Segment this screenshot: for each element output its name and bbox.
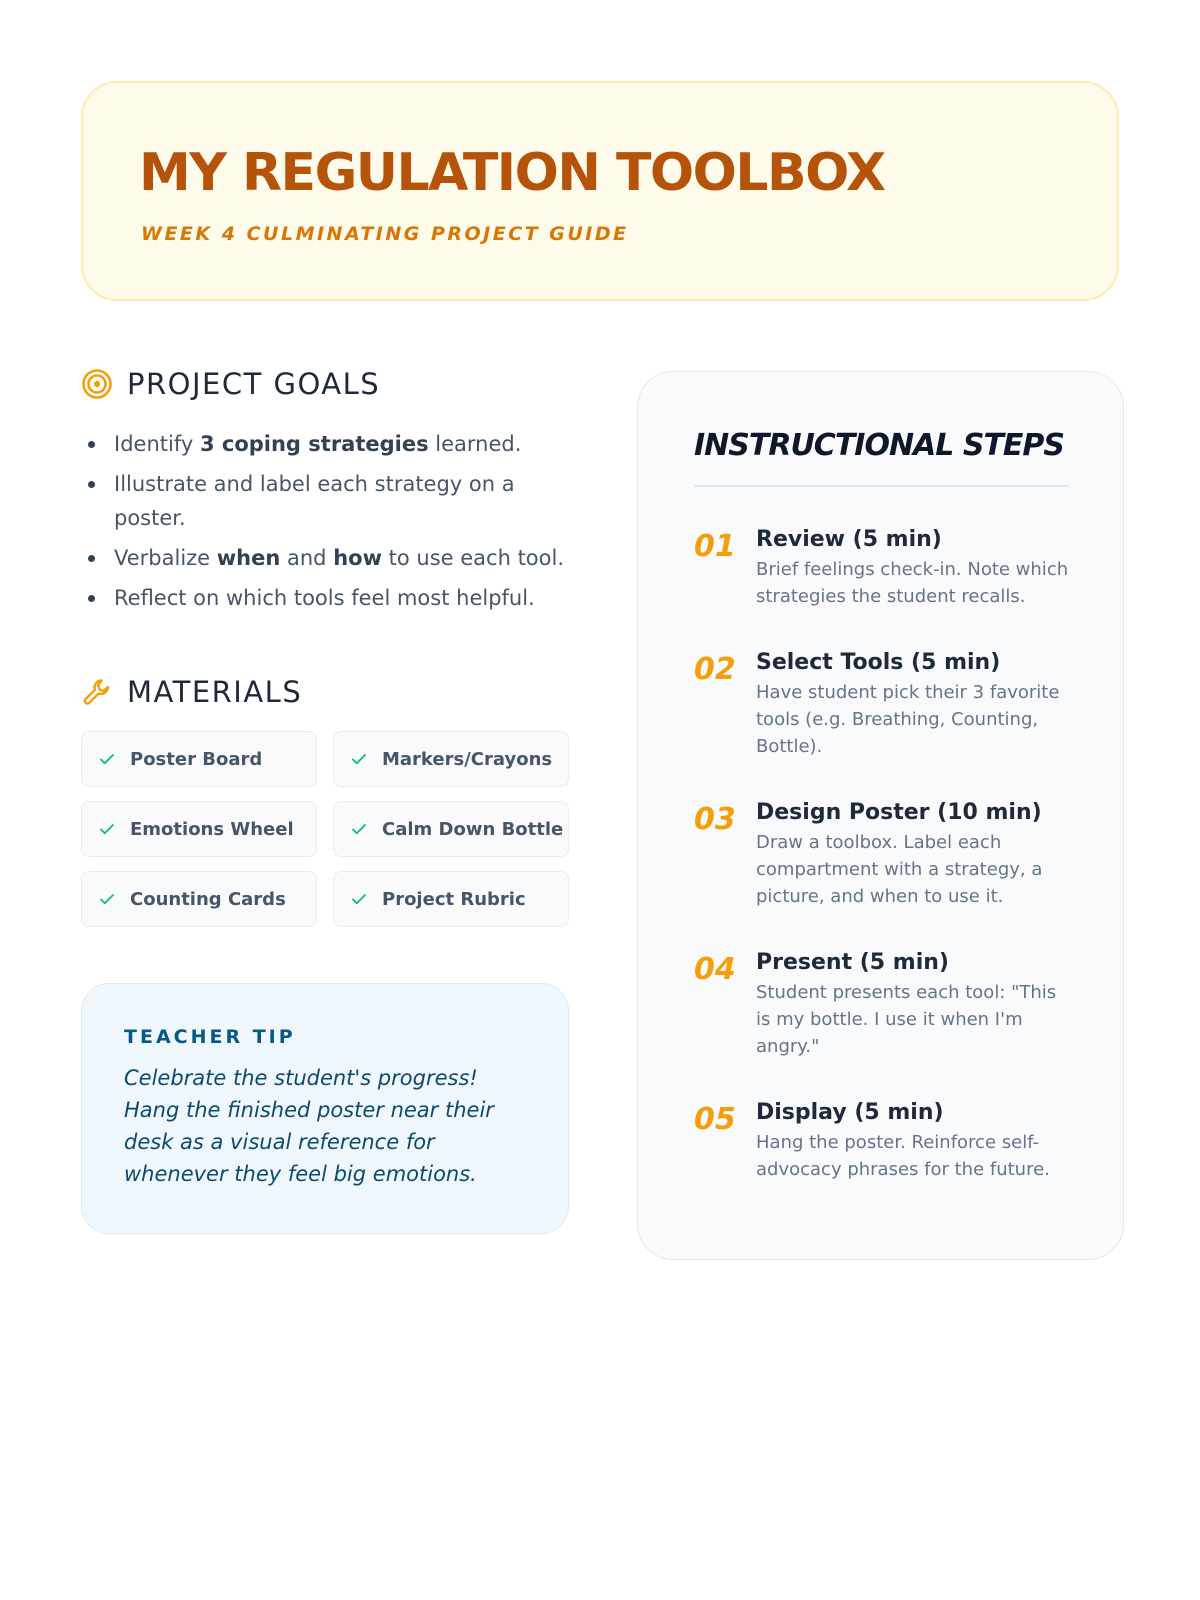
- materials-heading-row: [81, 675, 302, 709]
- material-item: [333, 871, 569, 927]
- material-item: [81, 801, 317, 857]
- goal-item: Illustrate and label each strategy on a poster.: [88, 467, 568, 535]
- step-title: Select Tools (5 min): [756, 650, 1001, 675]
- materials-grid: [81, 731, 569, 927]
- check-icon: [350, 750, 368, 768]
- step-item: [694, 527, 1069, 610]
- teacher-tip-label: TEACHER TIP: [124, 1026, 296, 1048]
- material-item: [81, 731, 317, 787]
- goal-item: Identify 3 coping strategies learned.: [88, 427, 568, 461]
- goal-item: Verbalize when and how to use each tool.: [88, 541, 568, 575]
- material-item: [81, 871, 317, 927]
- material-label: Emotions Wheel: [130, 818, 294, 840]
- material-item: [333, 731, 569, 787]
- material-label: Calm Down Bottle: [382, 818, 564, 840]
- check-icon: [350, 890, 368, 908]
- step-item: [694, 950, 1069, 1060]
- step-number: 04: [694, 952, 736, 987]
- step-number: 03: [694, 802, 736, 837]
- goals-heading: PROJECT GOALS: [127, 367, 381, 401]
- materials-heading: MATERIALS: [127, 675, 303, 709]
- step-description: Brief feelings check-in. Note which strategies the student recalls.: [756, 559, 1069, 607]
- teacher-tip-text: Celebrate the student's progress! Hang the finished poster near their desk as a visual reference for whenever they feel big emotions.: [124, 1066, 494, 1186]
- teacher-tip-card: [81, 983, 569, 1234]
- steps-divider: [694, 485, 1069, 487]
- step-description: Draw a toolbox. Label each compartment with a strategy, a picture, and when to use it.: [756, 832, 1043, 907]
- step-number: 05: [694, 1102, 736, 1137]
- step-item: [694, 1100, 1069, 1183]
- page-title: MY REGULATION TOOLBOX: [139, 143, 885, 203]
- step-title: Present (5 min): [756, 950, 949, 975]
- step-title: Review (5 min): [756, 527, 942, 552]
- material-label: Markers/Crayons: [382, 748, 553, 770]
- wrench-icon: [81, 676, 113, 708]
- step-description: Hang the poster. Reinforce self-advocacy phrases for the future.: [756, 1132, 1050, 1180]
- material-label: Poster Board: [130, 748, 263, 770]
- title-banner: [81, 81, 1119, 301]
- step-item: [694, 800, 1069, 910]
- goals-heading-row: [81, 367, 380, 401]
- check-icon: [98, 750, 116, 768]
- step-item: [694, 650, 1069, 760]
- step-title: Design Poster (10 min): [756, 800, 1042, 825]
- material-label: Project Rubric: [382, 888, 526, 910]
- steps-title: INSTRUCTIONAL STEPS: [694, 428, 1064, 463]
- check-icon: [350, 820, 368, 838]
- step-number: 01: [694, 529, 736, 564]
- target-icon: [81, 368, 113, 400]
- check-icon: [98, 890, 116, 908]
- instructional-steps-panel: [637, 371, 1124, 1260]
- page-subtitle: WEEK 4 CULMINATING PROJECT GUIDE: [141, 223, 629, 245]
- check-icon: [98, 820, 116, 838]
- material-item: [333, 801, 569, 857]
- step-title: Display (5 min): [756, 1100, 944, 1125]
- step-description: Student presents each tool: "This is my bottle. I use it when I'm angry.": [756, 982, 1057, 1057]
- goals-list: [88, 427, 568, 621]
- step-description: Have student pick their 3 favorite tools (e.g. Breathing, Counting, Bottle).: [756, 682, 1060, 757]
- material-label: Counting Cards: [130, 888, 286, 910]
- goal-item: Reflect on which tools feel most helpful.: [88, 581, 568, 615]
- step-number: 02: [694, 652, 736, 687]
